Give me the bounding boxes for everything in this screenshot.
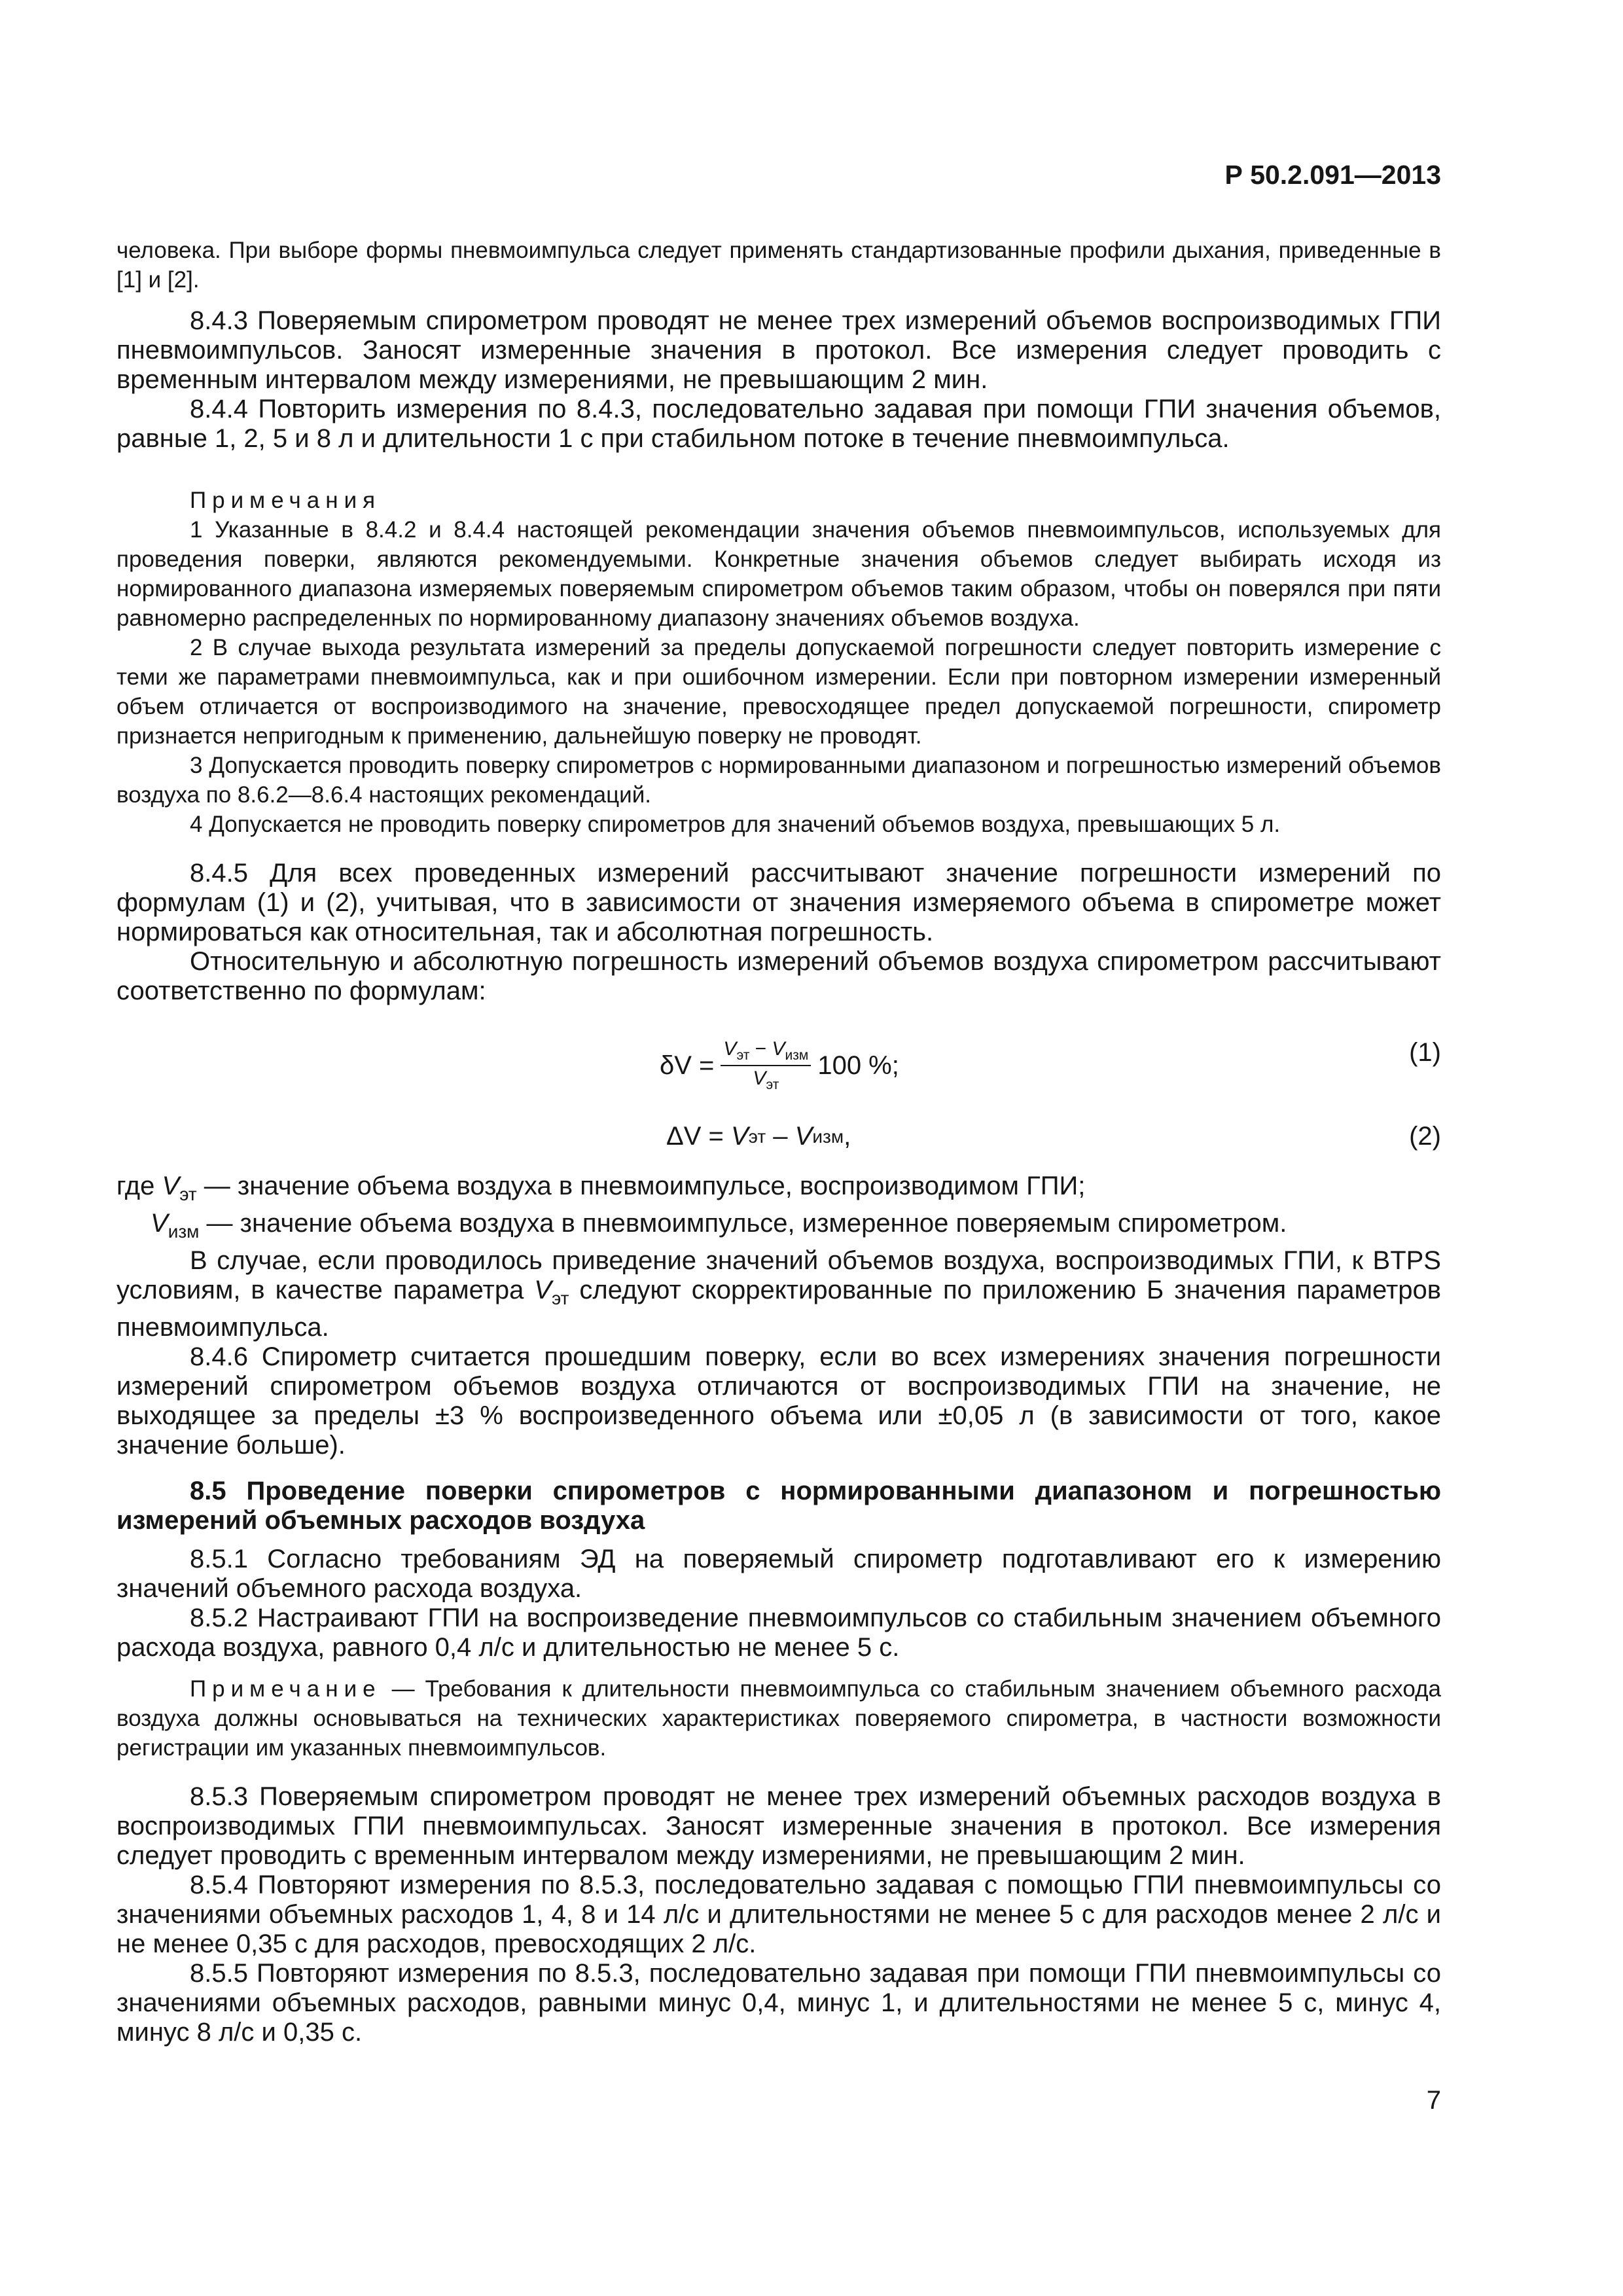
section-8-4-3-8-4-4 xyxy=(116,306,1441,454)
formula-1-num-b-sub: изм xyxy=(785,1048,809,1063)
formula-1-num-op: − xyxy=(749,1038,772,1060)
where-2-text: — значение объема воздуха в пневмоимпульсе, измеренное поверяемым спирометром. xyxy=(199,1209,1287,1238)
btps-symbol: V xyxy=(534,1276,552,1304)
notes-title: Примечания xyxy=(190,488,382,513)
formula-1-den-sub: эт xyxy=(766,1077,779,1092)
formula-2 xyxy=(116,1122,1441,1161)
where-block xyxy=(116,1172,1441,1460)
formula-2-b: V xyxy=(794,1122,813,1151)
btps-text-b: следуют скорректированные по приложению Б значения параметров пневмоимпульса. xyxy=(116,1276,1442,1342)
formula-1-fraction xyxy=(721,1038,811,1093)
formula-2-body xyxy=(666,1122,851,1151)
formula-1-den: V xyxy=(753,1067,766,1089)
intro-paragraph xyxy=(116,236,1441,295)
paragraph-8-4-4: 8.4.4 Повторить измерения по 8.4.3, последовательно задавая при помощи ГПИ значения объемов, равные 1, 2, 5 и 8 л и длительности 1 с при стабильном потоке в течение пневмоимпульса. xyxy=(116,395,1441,453)
note-8-5-2-label: Примечание xyxy=(190,1676,382,1702)
document-code: Р 50.2.091—2013 xyxy=(1224,160,1441,190)
note-3: 3 Допускается проводить поверку спирометров с нормированными диапазоном и погрешностью измерений объемов воздуха по 8.6.2—8.6.4 настоящих рекомендаций. xyxy=(116,753,1441,808)
formula-1-body xyxy=(660,1038,899,1093)
btps-sub: эт xyxy=(551,1288,569,1308)
paragraph-formulas-intro: Относительную и абсолютную погрешность измерений объемов воздуха спирометром рассчитывают соответственно по формулам: xyxy=(116,947,1441,1005)
section-8-5 xyxy=(116,1477,1441,2047)
where-2-symbol: V xyxy=(151,1209,168,1238)
paragraph-8-4-6: 8.4.6 Спирометр считается прошедшим поверку, если во всех измерениях значения погрешности измерений спирометром объемов воздуха отличаются от воспроизводимых ГПИ на значение, не выходящее за пределы ±3 % воспроизведенного объема или ±0,05 л (в зависимости от того, какое значение больше). xyxy=(116,1342,1441,1460)
paragraph-8-5-1: 8.5.1 Согласно требованиям ЭД на поверяемый спирометр подготавливают его к измерению значений объемного расхода воздуха. xyxy=(116,1545,1441,1603)
page-number: 7 xyxy=(1426,2086,1441,2115)
paragraph-8-5-2: 8.5.2 Настраивают ГПИ на воспроизведение пневмоимпульсов со стабильным значением объемного расхода воздуха, равного 0,4 л/с и длительностью не менее 5 с. xyxy=(116,1604,1441,1662)
where-line-2 xyxy=(116,1209,1441,1246)
btps-text-a: В случае, если проводилось приведение значений объемов воздуха, воспроизводимых ГПИ, к BTPS условиям, в качестве параметра xyxy=(116,1246,1441,1304)
note-1: 1 Указанные в 8.4.2 и 8.4.4 настоящей рекомендации значения объемов пневмоимпульсов, используемых для проведения поверки, являются рекомендуемыми. Конкретные значения объемов следует выбирать исходя из нормированного диапазона измеряемых поверяемым спирометром объемов таким образом, чтобы он поверялся при пяти равномерно распределенных по нормированному диапазону значениях объемов воздуха. xyxy=(116,517,1441,631)
formula-2-op: – xyxy=(766,1122,795,1151)
where-1-text: — значение объема воздуха в пневмоимпульсе, воспроизводимом ГПИ; xyxy=(196,1172,1086,1200)
where-2-sub: изм xyxy=(168,1221,200,1242)
formula-2-a-sub: эт xyxy=(748,1126,766,1147)
paragraph-8-4-3: 8.4.3 Поверяемым спирометром проводят не менее трех измерений объемов воспроизводимых ГПИ пневмоимпульсов. Заносят измеренные значения в протокол. Все измерения следует проводить с временным интервалом между измерениями, не превышающим 2 мин. xyxy=(116,306,1441,394)
where-1-sub: эт xyxy=(179,1184,197,1204)
formula-2-a: V xyxy=(730,1122,749,1151)
where-1-symbol: V xyxy=(162,1172,180,1200)
notes-block xyxy=(116,486,1441,839)
note-2: 2 В случае выхода результата измерений за пределы допускаемой погрешности следует повторить измерение с теми же параметрами пневмоимпульса, как и при ошибочном измерении. Если при повторном измерении измеренный объем отличается от воспроизводимого на значение, превосходящее предел допускаемой погрешности, спирометр признается непригодным к применению, дальнейшую поверку не проводят. xyxy=(116,635,1441,749)
where-prefix: где xyxy=(116,1172,162,1200)
formula-1-numerator xyxy=(721,1038,811,1066)
note-4: 4 Допускается не проводить поверку спирометров для значений объемов воздуха, превышающих 5 л. xyxy=(190,812,1281,837)
paragraph-intro: человека. При выборе формы пневмоимпульса следует применять стандартизованные профили дыхания, приведенные в [1] и [2]. xyxy=(116,238,1441,293)
paragraph-8-5-3: 8.5.3 Поверяемым спирометром проводят не менее трех измерений объемных расходов воздуха в воспроизводимых ГПИ пневмоимпульсах. Заносят измеренные значения в протокол. Все измерения следует проводить с временным интервалом между измерениями, не превышающим 2 мин. xyxy=(116,1782,1441,1870)
note-8-5-2-text: — Требования к длительности пневмоимпульса со стабильным значением объемного расхода воздуха должны основываться на технических характеристиках поверяемого спирометра, в частности возможности регистрации им указанных пневмоимпульсов. xyxy=(116,1676,1441,1761)
formula-2-lhs: ΔV = xyxy=(666,1122,731,1151)
section-8-4-5 xyxy=(116,859,1441,1006)
formula-1-num-a-sub: эт xyxy=(736,1048,750,1063)
formula-1-tail: 100 %; xyxy=(817,1050,899,1080)
paragraph-btps xyxy=(116,1246,1441,1342)
formula-1-lhs: δV = xyxy=(660,1050,715,1080)
formula-2-b-sub: изм xyxy=(812,1126,844,1147)
formula-1-number: (1) xyxy=(1409,1038,1441,1067)
paragraph-8-5-4: 8.5.4 Повторяют измерения по 8.5.3, последовательно задавая с помощью ГПИ пневмоимпульсы со значениями объемных расходов 1, 4, 8 и 14 л/с и длительностями не менее 5 с для расходов менее 2 л/с и не менее 0,35 с для расходов, превосходящих 2 л/с. xyxy=(116,1871,1441,1958)
formula-1 xyxy=(116,1038,1441,1123)
where-line-1 xyxy=(116,1172,1441,1209)
formula-1-num-a: V xyxy=(723,1038,737,1060)
formula-2-tail: , xyxy=(844,1122,851,1151)
heading-8-5: 8.5 Проведение поверки спирометров с нормированными диапазоном и погрешностью измерений объемных расходов воздуха xyxy=(116,1477,1441,1535)
formula-1-denominator xyxy=(753,1066,779,1093)
paragraph-8-5-5: 8.5.5 Повторяют измерения по 8.5.3, последовательно задавая при помощи ГПИ пневмоимпульсы со значениями объемных расходов, равными минус 0,4, минус 1, и длительностями не менее 5 с, минус 4, минус 8 л/с и 0,35 с. xyxy=(116,1959,1441,2047)
formula-1-num-b: V xyxy=(772,1038,785,1060)
note-8-5-2 xyxy=(116,1674,1441,1763)
paragraph-8-4-5: 8.4.5 Для всех проведенных измерений рассчитывают значение погрешности измерений по формулам (1) и (2), учитывая, что в зависимости от значения измеряемого объема в спирометре может нормироваться как относительная, так и абсолютная погрешность. xyxy=(116,859,1441,946)
formula-2-number: (2) xyxy=(1409,1122,1441,1151)
